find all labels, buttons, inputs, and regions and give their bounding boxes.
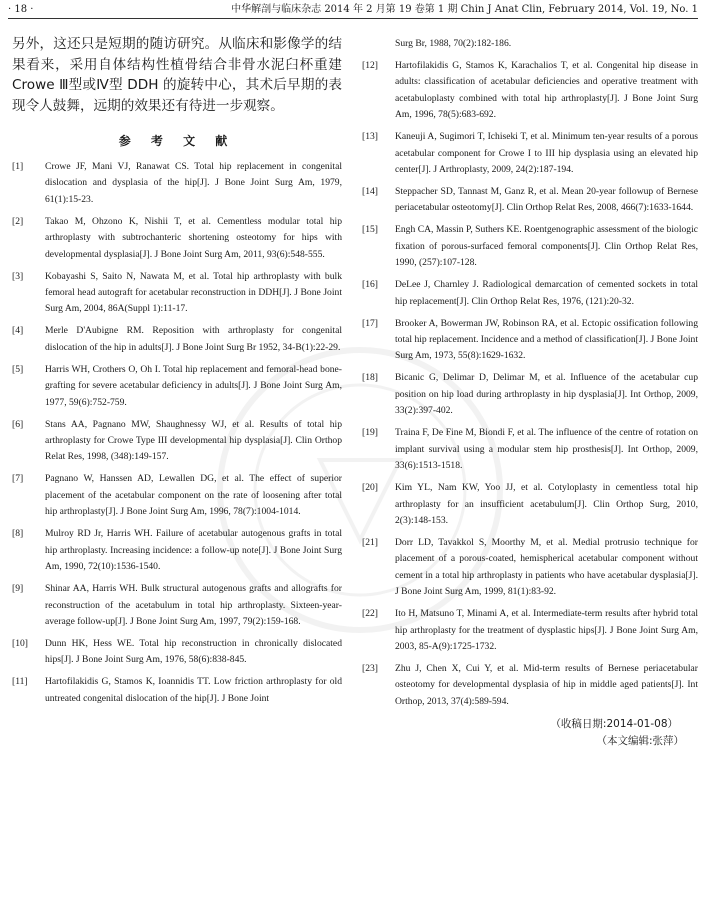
reference-item <box>362 535 698 601</box>
reference-number: [16] <box>362 279 378 291</box>
reference-item <box>362 316 698 365</box>
reference-item <box>12 323 342 356</box>
body-paragraph: 另外，这还只是短期的随访研究。从临床和影像学的结果看来，采用自体结构性植骨结合非骨水泥臼杯重建 Crowe Ⅲ型或Ⅳ型 DDH 的旋转中心，其术后早期的表现令人鼓舞，远期的效果还有待进一步观察。 <box>12 36 342 114</box>
reference-text: Dunn HK, Hess WE. Total hip reconstruction in chronically dislocated hips[J]. J Bone Joint Surg Am, 1976, 58(6):838-845. <box>45 637 342 666</box>
reference-text: Mulroy RD Jr, Harris WH. Failure of acetabular autogenous grafts in total hip arthroplasty. Increasing incidence: a follow-up note[J]. J Bone Joint Surg Am, 1990, 72(10):1536-1540. <box>45 528 342 573</box>
reference-number: [11] <box>12 676 28 688</box>
reference-number: [21] <box>362 536 378 548</box>
reference-item <box>362 480 698 529</box>
reference-item <box>12 269 342 318</box>
reference-number: [5] <box>12 363 24 375</box>
reference-text: Hartofilakidis G, Stamos K, Karachalios T, et al. Congenital hip disease in adults: classification of acetabular deficiencies and operative treatment with acetabuloplasty combined with total hip arthroplasty[J]. J Bone Joint Surg Am, 1996, 78(5):683-692. <box>395 60 698 121</box>
reference-text: Takao M, Ohzono K, Nishii T, et al. Cementless modular total hip arthroplasty with subtrochanteric shortening osteotomy for hips with developmental dysplasia[J]. J Bone Joint Surg Am, 2011, 93(6):548-555. <box>45 215 342 260</box>
reference-number: [19] <box>362 427 378 439</box>
reference-text: Zhu J, Chen X, Cui Y, et al. Mid-term results of Bernese periacetabular osteotomy for developmental dysplasia of hip in middle aged patients[J]. Int Orthop, 2013, 37(4):589-594. <box>395 662 698 707</box>
reference-item <box>12 362 342 411</box>
reference-number: [6] <box>12 418 24 430</box>
references-list-right <box>362 58 698 710</box>
reference-item <box>362 606 698 655</box>
reference-number: [18] <box>362 372 378 384</box>
reference-item <box>12 214 342 263</box>
reference-text: Kim YL, Nam KW, Yoo JJ, et al. Cotyloplasty in cementless total hip arthroplasty for an insufficient acetabulum[J]. Clin Orthop Surg, 2010, 2(3):148-153. <box>395 482 698 526</box>
reference-text: Traina F, De Fine M, Biondi F, et al. The influence of the centre of rotation on implant survival using a modular stem hip prosthesis[J]. Int Orthop, 2009, 33(6):1513-1518. <box>395 427 698 472</box>
editor-note: （本文编辑:张萍） <box>596 734 684 747</box>
reference-text: Harris WH, Crothers O, Oh I. Total hip replacement and femoral-head bone-grafting for severe acetabular deficiency in adults[J]. J Bone Joint Surg Am, 1977, 59(6):752-759. <box>45 363 342 408</box>
reference-item <box>12 159 342 208</box>
reference-text: Crowe JF, Mani VJ, Ranawat CS. Total hip replacement in congenital dislocation and dysplasia of the hip[J]. J Bone Joint Surg Am, 1979, 61(1):15-23. <box>45 161 342 205</box>
reference-number: [20] <box>362 482 378 494</box>
reference-item <box>12 526 342 575</box>
reference-text: Engh CA, Massin P, Suthers KE. Roentgenographic assessment of the biologic fixation of porous-surfaced femoral components[J]. Clin Orthop Relat Res, 1990, (257):107-128. <box>395 224 698 269</box>
page-number: · 18 · <box>8 4 34 15</box>
left-column <box>12 34 342 713</box>
reference-text: Brooker A, Bowerman JW, Robinson RA, et al. Ectopic ossification following total hip replacement. Incidence and a method of classification[J]. J Bone Joint Surg Am, 1973, 55(8):1629-1632. <box>395 317 698 362</box>
reference-number: [4] <box>12 325 24 337</box>
reference-text: Steppacher SD, Tannast M, Ganz R, et al. Mean 20-year followup of Bernese periacetabular osteotomy[J]. Clin Orthop Relat Res, 2008, 466(7):1633-1644. <box>395 186 698 214</box>
reference-number: [8] <box>12 528 24 540</box>
reference-item <box>12 417 342 466</box>
references-heading: 参 考 文 献 <box>118 134 236 148</box>
reference-text: Merle D'Aubigne RM. Reposition with arthroplasty for congenital dislocation of the hip in adults[J]. J Bone Joint Surg Br 1952, 34-B(1):22-29. <box>45 325 342 353</box>
reference-text: Stans AA, Pagnano MW, Shaughnessy WJ, et al. Results of total hip arthroplasty for Crowe Type III developmental hip dysplasia[J]. Clin Orthop Relat Res, 1998, (348):149-157. <box>45 418 342 463</box>
reference-item <box>362 370 698 419</box>
reference-text: DeLee J, Charnley J. Radiological demarcation of cemented sockets in total hip replacement[J]. Clin Orthop Relat Res, 1976, (121):20-32. <box>395 279 698 307</box>
reference-text: Ito H, Matsuno T, Minami A, et al. Intermediate-term results after hybrid total hip arthroplasty for the treatment of dysplastic hips[J]. J Bone Joint Surg Am, 2003, 85-A(9):1725-1732. <box>395 608 698 652</box>
reference-number: [14] <box>362 186 378 198</box>
reference-item <box>362 222 698 271</box>
reference-number: [10] <box>12 637 28 649</box>
reference-item <box>12 636 342 669</box>
reference-item <box>362 425 698 474</box>
reference-text: Dorr LD, Tavakkol S, Moorthy M, et al. Medial protrusio technique for placement of a porous-coated, hemispherical acetabular component without cement in a total hip arthroplasty in patients who have acetabular dysplasia[J]. J Bone Joint Surg Am, 1999, 81(1):83-92. <box>395 536 698 598</box>
reference-number: [9] <box>12 583 24 595</box>
reference-item <box>362 58 698 124</box>
references-list-left <box>12 159 342 707</box>
reference-text: Kobayashi S, Saito N, Nawata M, et al. Total hip arthroplasty with bulk femoral head autograft for acetabular reconstruction in DDH[J]. J Bone Joint Surg Am, 2004, 86A(Suppl 1):11-17. <box>45 270 342 315</box>
reference-number: [13] <box>362 131 378 143</box>
reference-text: Shinar AA, Harris WH. Bulk structural autogenous grafts and allografts for reconstruction of the acetabulum in total hip arthroplasty. Sixteen-year-average follow-up[J]. J Bone Joint Surg Am, 1997, 79(2):159-168. <box>45 583 342 627</box>
reference-number: [23] <box>362 662 378 674</box>
reference-number: [7] <box>12 473 24 485</box>
reference-item <box>362 277 698 310</box>
reference-number: [1] <box>12 161 24 172</box>
reference-item <box>12 471 342 520</box>
reference-item <box>12 581 342 630</box>
reference-item <box>12 674 342 707</box>
received-date: （收稿日期:2014-01-08） <box>550 717 678 730</box>
reference-text: Bicanic G, Delimar D, Delimar M, et al. Influence of the acetabular cup position on hip load during arthroplasty in hip dysplasia[J]. Int Orthop, 2009, 33(2):397-402. <box>395 372 698 417</box>
reference-continuation: Surg Br, 1988, 70(2):182-186. <box>395 38 512 49</box>
reference-number: [2] <box>12 215 24 227</box>
reference-item <box>362 184 698 217</box>
reference-text: Pagnano W, Hanssen AD, Lewallen DG, et al. The effect of superior placement of the acetabular component on the rate of loosening after total hip arthroplasty[J]. J Bone Joint Surg Am, 1996, 78(7):1004-1014. <box>45 473 342 518</box>
journal-citation-line: 中华解剖与临床杂志 2014 年 2 月第 19 卷第 1 期 Chin J Anat Clin, February 2014, Vol. 19, No. 1 <box>231 4 698 15</box>
reference-text: Kaneuji A, Sugimori T, Ichiseki T, et al. Minimum ten-year results of a porous acetabular component for Crowe I to III hip dysplasia using an elevated hip center[J]. J Arthroplasty, 2009, 24(2):187-194. <box>395 131 698 176</box>
reference-number: [22] <box>362 608 378 620</box>
reference-text: Hartofilakidis G, Stamos K, Ioannidis TT. Low friction arthroplasty for old untreated congenital dislocation of the hip[J]. J Bone Joint <box>45 676 342 704</box>
reference-item <box>362 661 698 710</box>
reference-number: [3] <box>12 270 24 282</box>
reference-number: [17] <box>362 317 378 329</box>
running-header <box>8 2 698 19</box>
reference-number: [12] <box>362 60 378 71</box>
reference-item <box>362 129 698 178</box>
right-column <box>362 36 698 750</box>
reference-number: [15] <box>362 224 378 236</box>
